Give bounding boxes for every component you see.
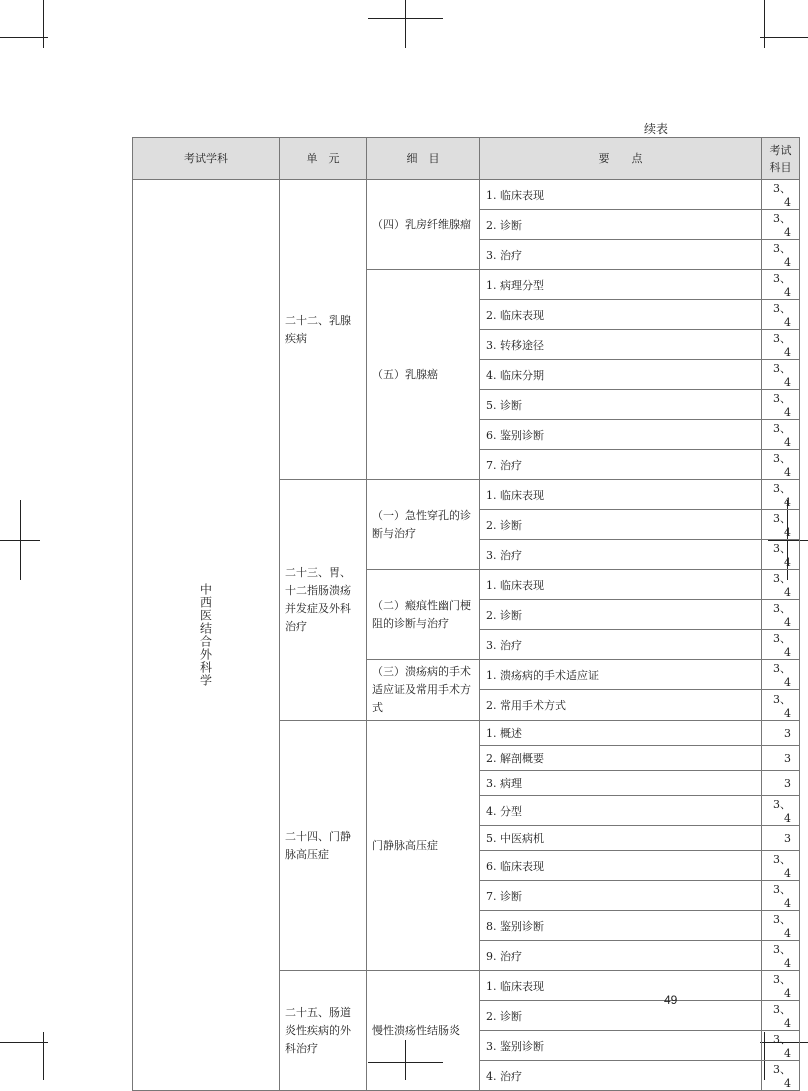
exam-cell: 3、4 — [762, 450, 800, 480]
exam-cell: 3、4 — [762, 570, 800, 600]
point-cell: 2. 诊断 — [480, 1001, 762, 1031]
point-cell: 3. 治疗 — [480, 540, 762, 570]
unit-cell: 二十五、肠道炎性疾病的外科治疗 — [280, 971, 367, 1091]
point-cell: 1. 临床表现 — [480, 480, 762, 510]
point-cell: 1. 病理分型 — [480, 270, 762, 300]
subject-label: 中西医结合外科学 — [198, 583, 213, 687]
header-item: 细 目 — [367, 138, 480, 180]
exam-cell: 3、4 — [762, 510, 800, 540]
point-cell: 3. 病理 — [480, 771, 762, 796]
syllabus-table — [132, 137, 800, 1091]
point-cell: 1. 溃疡病的手术适应证 — [480, 660, 762, 690]
point-cell: 4. 分型 — [480, 796, 762, 826]
item-cell: 慢性溃疡性结肠炎 — [367, 971, 480, 1091]
point-cell: 2. 诊断 — [480, 600, 762, 630]
point-cell: 3. 治疗 — [480, 630, 762, 660]
exam-cell: 3、4 — [762, 600, 800, 630]
exam-cell: 3、4 — [762, 390, 800, 420]
point-cell: 1. 概述 — [480, 721, 762, 746]
exam-cell: 3、4 — [762, 180, 800, 210]
header-exam: 考试科目 — [762, 138, 800, 180]
subject-cell — [133, 180, 280, 1091]
exam-cell: 3、4 — [762, 240, 800, 270]
point-cell: 6. 临床表现 — [480, 851, 762, 881]
exam-cell: 3、4 — [762, 941, 800, 971]
exam-cell: 3、4 — [762, 360, 800, 390]
item-cell: （四）乳房纤维腺瘤 — [367, 180, 480, 270]
point-cell: 2. 临床表现 — [480, 300, 762, 330]
exam-cell: 3、4 — [762, 210, 800, 240]
page-number: 49 — [664, 993, 678, 1007]
exam-cell: 3 — [762, 771, 800, 796]
unit-cell: 二十二、乳腺疾病 — [280, 180, 367, 480]
exam-cell: 3 — [762, 746, 800, 771]
exam-cell: 3、4 — [762, 660, 800, 690]
exam-cell: 3、4 — [762, 881, 800, 911]
exam-cell: 3、4 — [762, 851, 800, 881]
unit-cell: 二十四、门静脉高压症 — [280, 721, 367, 971]
item-cell: （五）乳腺癌 — [367, 270, 480, 480]
point-cell: 7. 治疗 — [480, 450, 762, 480]
point-cell: 1. 临床表现 — [480, 570, 762, 600]
header-unit: 单 元 — [280, 138, 367, 180]
point-cell: 2. 诊断 — [480, 510, 762, 540]
item-cell: （一）急性穿孔的诊断与治疗 — [367, 480, 480, 570]
point-cell: 5. 诊断 — [480, 390, 762, 420]
point-cell: 5. 中医病机 — [480, 826, 762, 851]
continued-label: 续表 — [644, 122, 669, 136]
point-cell: 3. 鉴别诊断 — [480, 1031, 762, 1061]
header-subject: 考试学科 — [133, 138, 280, 180]
point-cell: 9. 治疗 — [480, 941, 762, 971]
item-cell: 门静脉高压症 — [367, 721, 480, 971]
point-cell: 2. 诊断 — [480, 210, 762, 240]
exam-cell: 3、4 — [762, 796, 800, 826]
point-cell: 1. 临床表现 — [480, 971, 762, 1001]
header-points: 要 点 — [480, 138, 762, 180]
point-cell: 6. 鉴别诊断 — [480, 420, 762, 450]
exam-cell: 3、4 — [762, 911, 800, 941]
exam-cell: 3、4 — [762, 540, 800, 570]
exam-cell: 3、4 — [762, 1031, 800, 1061]
exam-cell: 3、4 — [762, 480, 800, 510]
exam-cell: 3、4 — [762, 630, 800, 660]
unit-cell: 二十三、胃、十二指肠溃疡并发症及外科治疗 — [280, 480, 367, 721]
exam-cell: 3、4 — [762, 270, 800, 300]
point-cell: 2. 解剖概要 — [480, 746, 762, 771]
point-cell: 3. 转移途径 — [480, 330, 762, 360]
exam-cell: 3、4 — [762, 1061, 800, 1091]
point-cell: 4. 治疗 — [480, 1061, 762, 1091]
exam-cell: 3 — [762, 826, 800, 851]
item-cell: （三）溃疡病的手术适应证及常用手术方式 — [367, 660, 480, 721]
exam-cell: 3 — [762, 721, 800, 746]
exam-cell: 3、4 — [762, 300, 800, 330]
point-cell: 4. 临床分期 — [480, 360, 762, 390]
table-header-row — [133, 138, 800, 180]
point-cell: 2. 常用手术方式 — [480, 690, 762, 721]
exam-cell: 3、4 — [762, 690, 800, 721]
exam-cell: 3、4 — [762, 1001, 800, 1031]
exam-cell: 3、4 — [762, 420, 800, 450]
point-cell: 1. 临床表现 — [480, 180, 762, 210]
point-cell: 7. 诊断 — [480, 881, 762, 911]
table-row — [133, 180, 800, 210]
exam-cell: 3、4 — [762, 330, 800, 360]
exam-cell: 3、4 — [762, 971, 800, 1001]
item-cell: （二）瘢痕性幽门梗阻的诊断与治疗 — [367, 570, 480, 660]
point-cell: 3. 治疗 — [480, 240, 762, 270]
point-cell: 8. 鉴别诊断 — [480, 911, 762, 941]
